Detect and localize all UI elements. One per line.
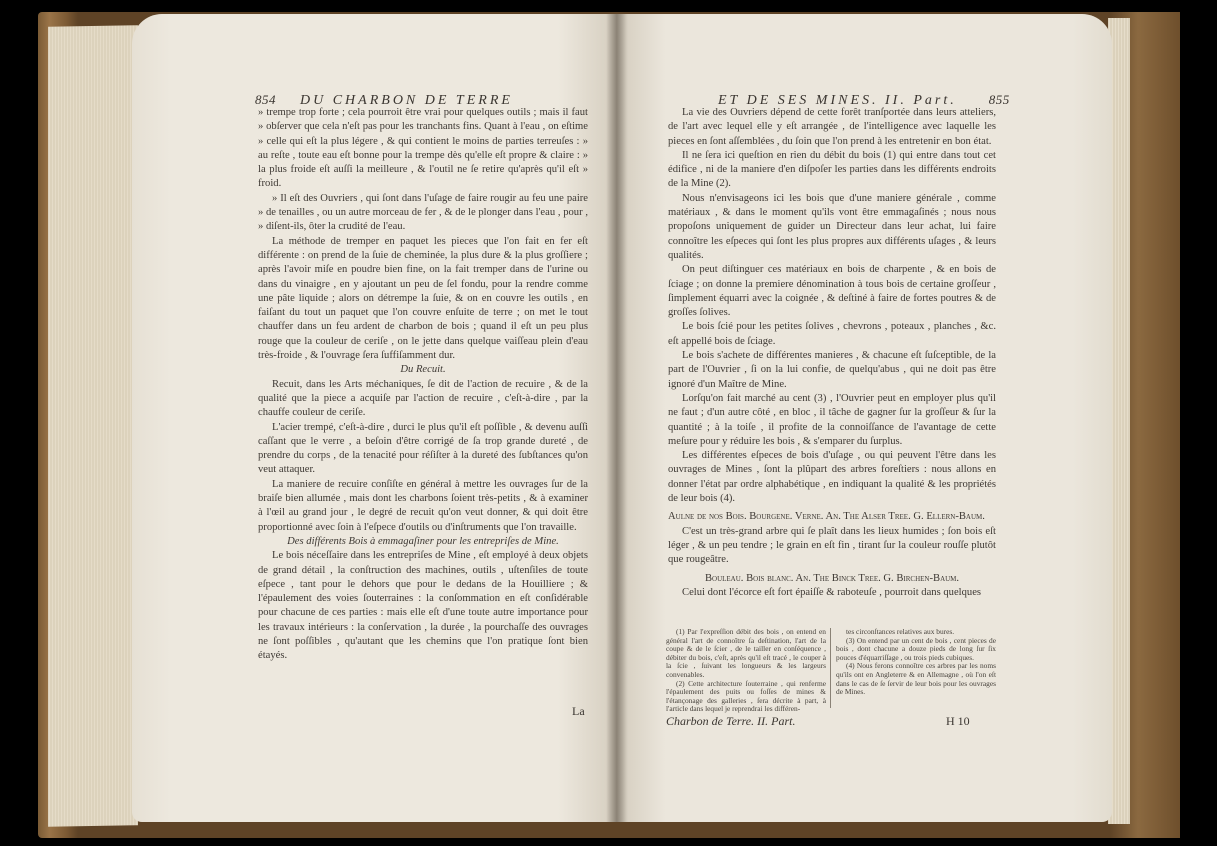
entry-text-aulne: C'est un très-grand arbre qui ſe plaît dans les lieux humides ; ſon bois eſt léger , & un peu tendre ; le grain en eſt fin , tirant ſur la couleur rouſſe plutôt que rougeâtre. — [668, 525, 996, 566]
paragraph: La vie des Ouvriers dépend de cette forêt tranſportée dans leurs atteliers, de l'art avec lequel elle y eſt arrangée , de l'intelligence avec laquelle les pieces en ſont aſſemblées , du ſoin que l'on prend à les entretenir en bon état. — [668, 107, 996, 147]
footnote: (3) On entend par un cent de bois , cent pieces de bois , dont chacune a douze pieds de long ſur ſix pouces d'équarriſſage , ou trois pieds cubiques. — [836, 635, 996, 662]
paragraph: L'acier trempé, c'eſt-à-dire , durci le plus qu'il eſt poſſible , & devenu auſſi caſſant que le verre , a beſoin d'être corrigé de ſa trop grande dureté , de prendre du corps , de la tenacité pour réſiſter à la dureté des ſubſtances qu'on veut attaquer. — [258, 421, 588, 476]
paragraph: Nous n'envisageons ici les bois que d'une maniere générale , comme matériaux , & dans le moment qu'ils vont être emmagaſinés ; nous nous propoſons uniquement de guider un Directeur dans leur achat, lui faire connoître les eſpeces qui ſont les plus propres aux différents uſages , & leurs qualités. — [668, 192, 996, 261]
paragraph: Il ne ſera ici queſtion en rien du débit du bois (1) qui entre dans tout cet édifice , ni de la maniere d'en diſpoſer les parties dans les différents endroits de la Mine (2). — [668, 149, 996, 190]
paragraph: » Il eſt des Ouvriers , qui ſont dans l'uſage de faire rougir au feu une paire » de tenailles , ou un autre morceau de fer , & de le plonger dans l'eau , pour , » diſent-ils, ôter la crudité de l'eau. — [258, 192, 588, 233]
gathering-mark: H 10 — [946, 714, 970, 728]
paragraph: Le bois ſcié pour les petites ſolives , chevrons , poteaux , planches , &c. eſt appellé bois de ſciage. — [668, 321, 996, 347]
left-page-body — [258, 106, 588, 664]
paragraph: Recuit, dans les Arts méchaniques, ſe dit de l'action de recuire , & de la qualité que la piece a acquiſe par l'action de recuire , c'eſt-à-dire , par la chauffe couleur de ceriſe. — [258, 378, 588, 419]
entry-heading-aulne: Aulne de nos Bois. Bourgene. Verne. An. The Alſer Tree. G. Ellern-Baum. — [668, 511, 985, 523]
right-page-body — [668, 106, 996, 600]
footnote: (1) Par l'expreſſion débit des bois , on entend en général l'art de connoître ſa deſtination, l'art de la coupe & de le ſcier , de le tailler en conſéquence , débiter du bois, c'eſt, après qu'il eſt tracé , le couper à la ſcie , ſuivant les longueurs & les largeurs convenables. — [666, 627, 826, 679]
paragraph: Le bois s'achete de différentes manieres , & chacune eſt ſuſceptible, de la part de l'Ouvrier , ſi on la lui confie, de quelqu'abus , qui ne doit pas être ignoré d'un Maître de Mine. — [668, 350, 996, 390]
paragraph: La maniere de recuire conſiſte en général à mettre les ouvrages ſur de la braiſe bien allumée , mais dont les charbons ſoient très-petits , & à examiner à l'œil au grand jour , le degré de recuit qu'on veut donner, & qui doit être proportionné avec ſoin à l'eſpece d'outils ou d'inſtruments que l'on travaille. — [258, 478, 588, 533]
paragraph: Les différentes eſpeces de bois d'uſage , ou qui peuvent l'être dans les ouvrages de Mines , ſont la plûpart des arbres foreſtiers : nous allons en donner l'état par ordre alphabétique , en indiquant la qualité & les propriétés de leur bois (4). — [668, 450, 996, 505]
page-edges-left — [48, 25, 138, 827]
footnote: (2) Cette architecture ſouterraine , qui renferme l'épaulement des puits ou foſſes de mines & l'étançonage des galleries , ſera décrite à part, à l'article dans lequel je reprendrai les différen- — [666, 678, 826, 714]
footnotes-column-1 — [666, 628, 826, 714]
section-title-recuit: Du Recuit. — [400, 364, 446, 376]
footnote: tes circonſtances relatives aux bures. — [846, 627, 955, 636]
paragraph: Lorſqu'on fait marché au cent (3) , l'Ouvrier peut en employer plus qu'il ne faut ; d'un autre côté , en bloc , il tâche de gagner ſur la groſſeur & ſur la quantité ; à la toiſe , il profite de la connoiſſance de l'avantage de cette meſure pour y réduire les bois , & s'emparer du ſurplus. — [668, 392, 996, 447]
footnote: (4) Nous ferons connoître ces arbres par les noms qu'ils ont en Angleterre & en Allemagne , où l'on eſt dans le cas de ſe ſervir de leur bois pour les ouvrages de Mines. — [836, 661, 996, 697]
paragraph: Le bois néceſſaire dans les entrepriſes de Mine , eſt employé à deux objets de grand détail , la conſtruction des machines, outils , uſtenſiles de toute eſpece , tant pour le dehors que pour le dedans de la Houilliere ; & l'épaulement des voies ſouterraines : la conſommation en eſt conſidérable pour chacune de ces parties : mais elle eſt d'une toute autre importance pour les travaux intérieurs : la conſervation , la durée , la pourchaſſe des ouvrages ne ſont poſſibles , qu'autant que les chemins que l'on pratique ſont bien étayés. — [258, 550, 588, 662]
left-running-title: DU CHARBON DE TERRE — [300, 93, 513, 108]
entry-heading-bouleau: Bouleau. Bois blanc. An. The Binck Tree. G. Birchen-Baum. — [704, 572, 960, 584]
book-gutter — [606, 14, 628, 822]
paragraph: » trempe trop forte ; cela pourroit être vrai pour quelques outils ; mais il faut » obſerver que cela n'eſt pas pour les tranchants fins. Quant à l'eau , on eſtime » celle qui eſt la plus légere , & qui contient le moins de parties terreuſes : » au reſte , toute eau eſt bonne pour la trempe dès qu'elle eſt propre & claire : » la plus froide eſt auſſi la meilleure , & l'outil ne ſe retire qu'après qu'il eſt » froid. — [258, 107, 588, 190]
left-catchword: La — [572, 704, 585, 718]
right-running-title: ET DE SES MINES. II. Part. — [718, 93, 957, 108]
paragraph: La méthode de tremper en paquet les pieces que l'on fait en fer eſt différente : on prend de la ſuie de cheminée, la plus dure & la plus groſſiere ; après l'avoir miſe en poudre bien fine, on la fait tremper dans de l'urine ou dans du vinaigre , en y ajoutant un peu de ſel fondu, pour la rendre comme une pâte liquide ; alors on détrempe la ſuie, & on en couvre les outils , en faiſant du tout un paquet que l'on couvre enſuite de terre ; on met le tout chauffer dans un feu ardent de charbon de bois ; quand il eſt un peu plus rouge que la couleur de ceriſe , on le jette dans quelque vaiſſeau plein d'eau très-froide , & l'ouvrage ſera ſuffiſamment dur. — [258, 235, 588, 362]
left-page-number: 854 — [255, 92, 276, 107]
paragraph: On peut diſtinguer ces matériaux en bois de charpente , & en bois de ſciage ; on donne la premiere dénomination à tous bois de certaine groſſeur , ſimplement équarri avec la coignée , & deſtiné à faire de fortes poutres & de groſſes ſolives. — [668, 264, 996, 319]
section-title-bois: Des différents Bois à emmagaſiner pour les entrepriſes de Mine. — [287, 535, 559, 547]
footnote-divider — [830, 628, 831, 708]
right-page-number: 855 — [988, 92, 1010, 107]
entry-text-bouleau: Celui dont l'écorce eſt fort épaiſſe & raboteuſe , pourroit dans quelques — [682, 586, 982, 598]
signature-mark: Charbon de Terre. II. Part. — [666, 714, 796, 728]
footnotes-column-2 — [836, 628, 996, 697]
